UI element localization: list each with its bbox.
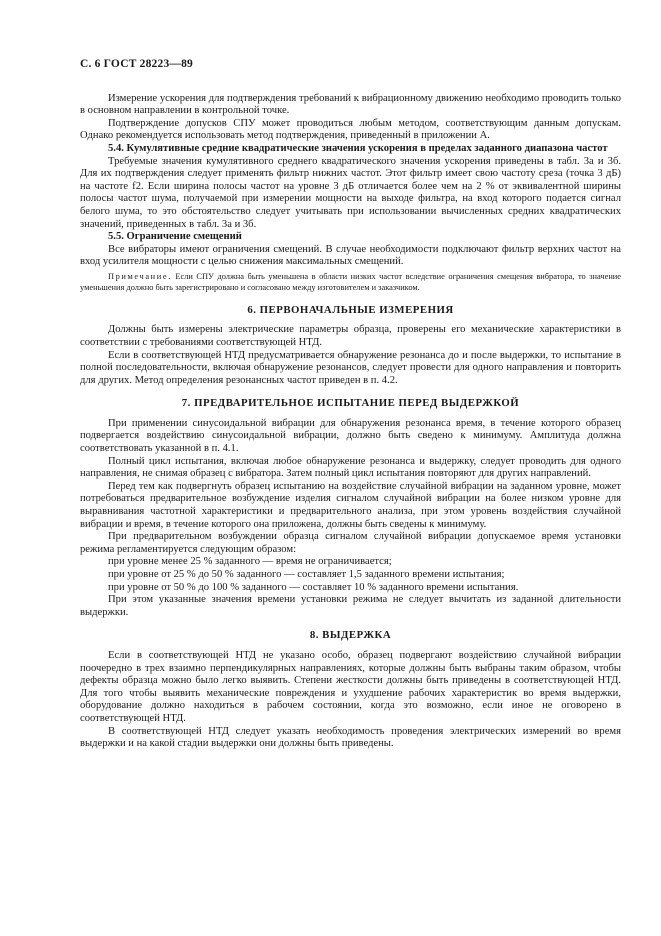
section-heading: 7. ПРЕДВАРИТЕЛЬНОЕ ИСПЫТАНИЕ ПЕРЕД ВЫДЕРЖКОЙ [181,397,520,410]
paragraph: Перед тем как подвергнуть образец испытанию на воздействие случайной вибрации на заданном уровне, может потребоваться предварительное возбуждение изделия сигналом случайной вибрации на более низком уровне для выравнивания частотной характеристики и предварительного анализа, при этом уровень воздействия случайной вибрации и время, в течение которого она приложена, должны быть сведены к минимуму. [80,480,621,530]
section-heading: 8. ВЫДЕРЖКА [309,629,392,642]
section-heading: 6. ПЕРВОНАЧАЛЬНЫЕ ИЗМЕРЕНИЯ [247,303,454,316]
paragraph: При этом указанные значения времени установки режима не следует вычитать из заданной длительности выдержки. [80,594,621,618]
paragraph: Подтверждение допусков СПУ может проводиться любым методом, соответствующим данным допускам. Однако рекомендуется использовать метод подтверждения, приведенный в приложении А. [80,117,621,142]
paragraph: При предварительном возбуждении образца сигналом случайной вибрации допускаемое время установки режима регламентируется следующим образом: [80,531,621,555]
paragraph: Измерение ускорения для подтверждения требований к вибрационному движению необходимо проводить только в основном направлении в контрольной точке. [80,92,621,117]
paragraph: Требуемые значения кумулятивного среднего квадратического значения ускорения приведены в табл. 3а и 3б. Для их подтверждения следует применять фильтр нижних частот. Этот фильтр имеет свою частоту среза (точка 3 дБ) на частоте f2. Если ширина полосы частот на уровне 3 дБ отличается более чем на 2 % от эквивалентной ширины полосы частот шума, получаемой при измерении мощности на выходе фильтра, на вход которого подается сигнал белого шума, то это обстоятельство следует учитывать при использовании вычисленных средних квадратических значений, приведенных в табл. 3а и 3б. [80,155,621,230]
note-paragraph [80,271,621,294]
document-body [80,93,621,751]
note-label: Примечание. [108,271,172,281]
note-text: Если СПУ должна быть уменьшена в области низких частот вследствие ограничения смещения вибратора, то значение уменьшения должно быть зарегистрировано и согласовано между изготовителем и заказчиком. [80,271,621,293]
paragraph: Полный цикл испытания, включая любое обнаружение резонанса и выдержку, следует проводить для одного направления, не снимая образец с вибратора. Затем полный цикл испытания повторяют для других направлений. [80,455,621,480]
subsection-heading: 5.5. Ограничение смещений [108,231,242,243]
list-item: при уровне от 25 % до 50 % заданного — составляет 1,5 заданного времени испытания; [108,569,505,580]
paragraph: Если в соответствующей НТД предусматривается обнаружение резонанса до и после выдержки, то испытание в полной последовательности, включая обнаружение резонансов, следует провести для одного направления и повторить для других. Метод определения резонансных частот приведен в п. 4.2. [80,349,621,386]
paragraph: Если в соответствующей НТД не указано особо, образец подвергают воздействию случайной вибрации поочередно в трех взаимно перпендикулярных направлениях, которые должны быть выбраны таким образом, чтобы дефекты образца можно было легко выявить. Степени жесткости должны быть приведены в соответствующей НТД. Для того чтобы выявить механические повреждения и ухудшение рабочих характеристик во время выдержки, оборудование должно находиться в рабочем состоянии, когда это возможно, если иное не оговорено в соответствующей НТД. [80,649,621,724]
page-header: С. 6 ГОСТ 28223—89 [80,58,193,70]
paragraph: В соответствующей НТД следует указать необходимость проведения электрических измерений во время выдержки и на какой стадии выдержки они должны быть приведены. [80,725,621,750]
subsection-heading: 5.4. Кумулятивные средние квадратические значения ускорения в пределах заданного диапазона частот [108,142,608,154]
paragraph: Все вибраторы имеют ограничения смещений. В случае необходимости подключают фильтр верхних частот на вход усилителя мощности с целью снижения максимальных смещений. [80,243,621,268]
list-item: при уровне от 50 % до 100 % заданного — составляет 10 % заданного времени испытания. [108,581,519,593]
paragraph: Должны быть измерены электрические параметры образца, проверены его механические характеристики в соответствии с требованиями соответствующей НТД. [80,324,621,348]
list-item: при уровне менее 25 % заданного — время не ограничивается; [108,556,392,568]
paragraph: При применении синусоидальной вибрации для обнаружения резонанса время, в течение которого образец подвергается воздействию синусоидальной вибрации, должно быть сведено к минимуму. Амплитуда должна соответствовать указанной в п. 4.1. [80,417,621,455]
